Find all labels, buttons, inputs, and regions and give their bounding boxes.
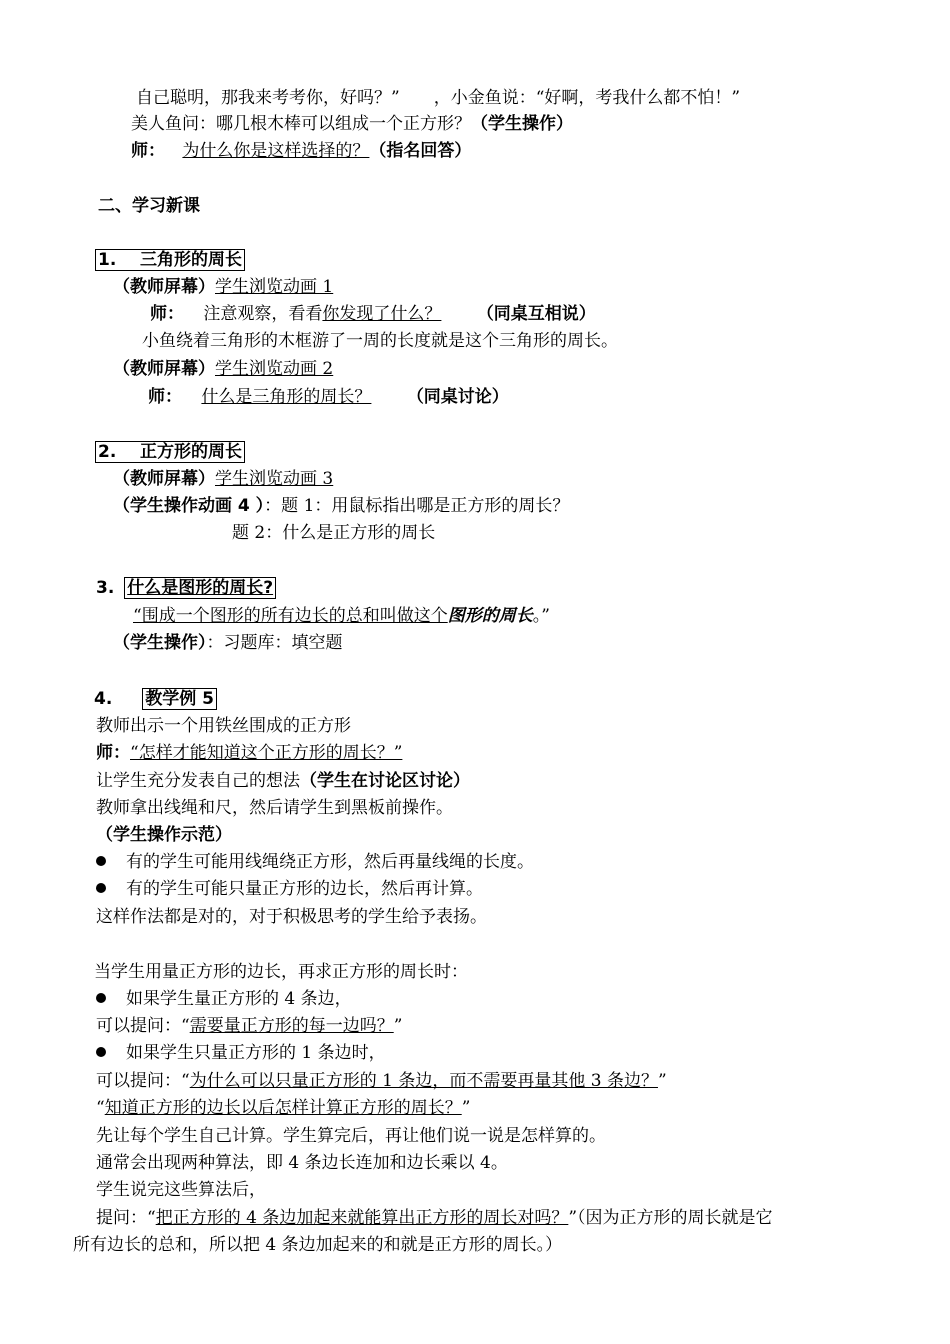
subsection-3-title: 什么是图形的周长? bbox=[124, 577, 276, 599]
s3-operation bbox=[113, 631, 343, 655]
list-item bbox=[96, 877, 483, 901]
s4-line-1: 教师出示一个用铁丝围成的正方形 bbox=[96, 716, 351, 736]
s4-line-9-end: ” bbox=[657, 1071, 667, 1091]
s1-teacher-2-bold: （同桌讨论） bbox=[406, 387, 509, 407]
s4-line-11: 先让每个学生自己计算。学生算完后，再让他们说一说是怎样算的。 bbox=[96, 1126, 606, 1146]
s1-screen-2 bbox=[113, 357, 333, 381]
s2-operation-bold: （学生操作动画 4 ） bbox=[113, 496, 265, 516]
bullet-text: 如果学生只量正方形的 1 条边时， bbox=[126, 1043, 386, 1063]
subsection-2-title: 正方形的周长 bbox=[139, 442, 242, 462]
s4-question-3: 为什么可以只量正方形的 1 条边，而不需要再量其他 3 条边？ bbox=[189, 1071, 658, 1091]
subsection-1-box bbox=[95, 249, 245, 271]
bullet-icon bbox=[96, 993, 106, 1003]
s4-line-8-end: ” bbox=[393, 1016, 403, 1036]
teacher-label: 师： bbox=[150, 304, 184, 324]
intro-line-3 bbox=[131, 139, 471, 163]
teacher-label: 师： bbox=[131, 141, 165, 161]
s4-line-12: 通常会出现两种算法，即 4 条边长连加和边长乘以 4。 bbox=[96, 1153, 508, 1173]
list-item bbox=[96, 987, 352, 1011]
s1-teacher-1-bold: （同桌互相说） bbox=[476, 304, 596, 324]
s4-line-7: 当学生用量正方形的边长，再求正方形的周长时： bbox=[94, 962, 468, 982]
s1-teacher-1 bbox=[150, 302, 596, 326]
s4-line-3 bbox=[96, 769, 470, 793]
s2-operation-text: ：题 1：用鼠标指出哪是正方形的周长？ bbox=[264, 496, 570, 516]
subsection-2-box bbox=[95, 441, 245, 463]
teacher-label: 师： bbox=[148, 387, 182, 407]
s4-question-1: “怎样才能知道这个正方形的周长？” bbox=[130, 743, 403, 763]
bullet-icon bbox=[96, 883, 106, 893]
s4-line-3-bold: （学生在讨论区讨论） bbox=[300, 771, 470, 791]
s4-line-4: 教师拿出线绳和尺，然后请学生到黑板前操作。 bbox=[96, 798, 453, 818]
s4-question-4: 知道正方形的边长以后怎样计算正方形的周长？ bbox=[104, 1098, 462, 1118]
intro-bold-2: （学生操作） bbox=[471, 114, 573, 134]
list-item bbox=[96, 850, 534, 874]
s4-line-14-plain: 提问：“ bbox=[96, 1208, 156, 1228]
s3-definition bbox=[133, 604, 550, 628]
section-title: 二、学习新课 bbox=[98, 196, 200, 216]
s4-question-2: 需要量正方形的每一边吗？ bbox=[189, 1016, 394, 1036]
subsection-3-heading bbox=[96, 576, 276, 600]
s4-line-2 bbox=[96, 741, 402, 765]
s4-line-14-end: ”（因为正方形的周长就是它 bbox=[568, 1208, 773, 1228]
s2-screen-text: 学生浏览动画 3 bbox=[215, 469, 334, 489]
s4-line-9-plain: 可以提问：“ bbox=[96, 1071, 190, 1091]
intro-line-2 bbox=[131, 112, 573, 136]
s4-line-8 bbox=[96, 1014, 402, 1038]
s2-question-2: 题 2：什么是正方形的周长 bbox=[232, 523, 436, 543]
bullet-text: 有的学生可能只量正方形的边长，然后再计算。 bbox=[126, 879, 483, 899]
s4-line-15: 所有边长的总和，所以把 4 条边加起来的和就是正方形的周长。） bbox=[73, 1235, 563, 1255]
s2-screen-bold: （教师屏幕） bbox=[113, 469, 215, 489]
s4-line-10-end: ” bbox=[461, 1098, 471, 1118]
s4-line-10 bbox=[96, 1096, 470, 1120]
s1-teacher-2 bbox=[148, 385, 509, 409]
intro-question: 为什么你是这样选择的？ bbox=[182, 141, 370, 161]
intro-bold-3: （指名回答） bbox=[369, 141, 472, 161]
s3-definition-text: “围成一个图形的所有边长的总和叫做这个 bbox=[133, 606, 448, 626]
intro-line-1 bbox=[136, 86, 740, 110]
s4-line-14 bbox=[96, 1206, 773, 1230]
bullet-icon bbox=[96, 856, 106, 866]
s1-screen-2-text: 学生浏览动画 2 bbox=[215, 359, 334, 379]
s1-teacher-2-question: 什么是三角形的周长？ bbox=[201, 387, 372, 407]
s3-definition-term: 图形的周长 bbox=[447, 606, 533, 626]
s2-screen bbox=[113, 467, 333, 491]
intro-text-2: 美人鱼问：哪几根木棒可以组成一个正方形？ bbox=[131, 114, 471, 134]
bullet-text: 有的学生可能用线绳绕正方形，然后再量线绳的长度。 bbox=[126, 852, 534, 872]
subsection-1-title: 三角形的周长 bbox=[139, 250, 242, 270]
teacher-label: 师： bbox=[96, 743, 130, 763]
intro-text-1: 自己聪明，那我来考考你，好吗？” ，小金鱼说：“好啊，考我什么都不怕！” bbox=[136, 88, 741, 108]
s4-line-6: 这样作法都是对的，对于积极思考的学生给予表扬。 bbox=[96, 907, 487, 927]
s4-line-10-plain: “ bbox=[96, 1098, 105, 1118]
s3-operation-text: ：习题库：填空题 bbox=[206, 633, 343, 653]
subsection-1-num: 1. bbox=[98, 250, 117, 270]
list-item bbox=[96, 1041, 386, 1065]
s4-line-9 bbox=[96, 1069, 667, 1093]
s4-question-5: 把正方形的 4 条边加起来就能算出正方形的周长对吗？ bbox=[155, 1208, 569, 1228]
subsection-4-heading bbox=[94, 687, 217, 711]
s4-line-13: 学生说完这些算法后， bbox=[96, 1180, 266, 1200]
s3-operation-bold: （学生操作） bbox=[113, 633, 207, 653]
s3-definition-end: 。” bbox=[532, 606, 550, 626]
s1-screen-1 bbox=[113, 275, 333, 299]
subsection-2-num: 2. bbox=[98, 442, 117, 462]
s1-teacher-1-plain: 注意观察，看看 bbox=[203, 304, 323, 324]
s1-desc: 小鱼绕着三角形的木框游了一周的长度就是这个三角形的周长。 bbox=[142, 331, 618, 351]
s4-line-3-text: 让学生充分发表自己的想法 bbox=[96, 771, 300, 791]
subsection-4-num: 4. bbox=[94, 689, 113, 709]
subsection-3-num: 3. bbox=[96, 578, 115, 598]
s4-line-8-plain: 可以提问：“ bbox=[96, 1016, 190, 1036]
s4-line-5: （学生操作示范） bbox=[96, 825, 232, 845]
s1-screen-1-text: 学生浏览动画 1 bbox=[215, 277, 334, 297]
subsection-1-heading bbox=[95, 248, 245, 272]
bullet-icon bbox=[96, 1047, 106, 1057]
subsection-4-title: 教学例 5 bbox=[142, 688, 217, 710]
subsection-2-heading bbox=[95, 440, 245, 464]
bullet-text: 如果学生量正方形的 4 条边， bbox=[126, 989, 352, 1009]
s2-operation bbox=[113, 494, 569, 518]
s1-screen-1-bold: （教师屏幕） bbox=[113, 277, 215, 297]
s1-screen-2-bold: （教师屏幕） bbox=[113, 359, 215, 379]
s1-teacher-1-question: 你发现了什么？ bbox=[322, 304, 442, 324]
